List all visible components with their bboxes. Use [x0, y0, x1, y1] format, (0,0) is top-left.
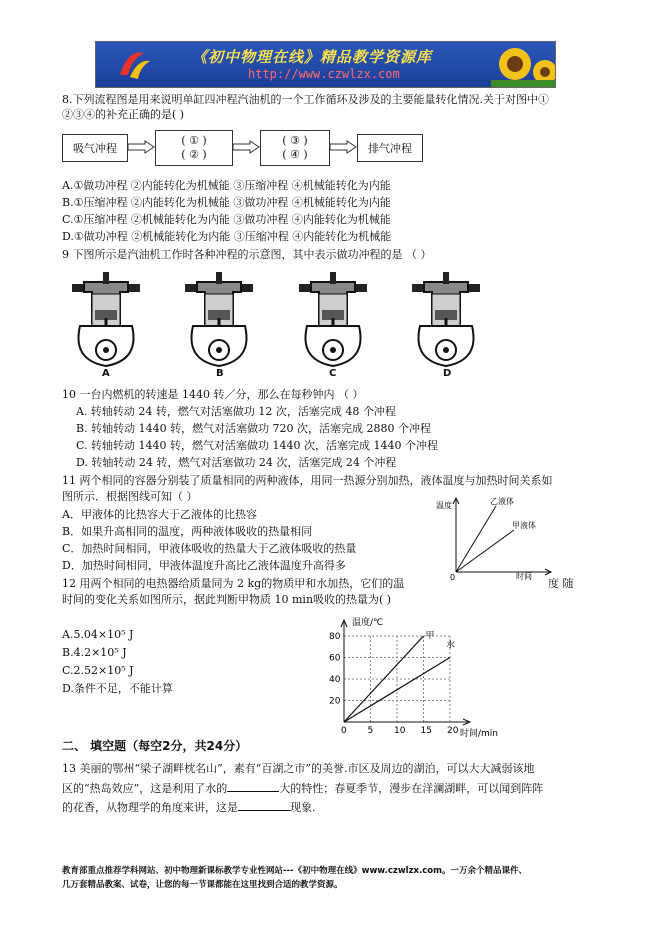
- engine-diagram-d: [412, 272, 480, 366]
- q12-stem-tail: 度 随: [548, 577, 574, 590]
- header-banner: [95, 41, 556, 88]
- y-tick-label: 80: [329, 632, 341, 642]
- q11-option-a: A．甲液体的比热容大于乙液体的比热容: [62, 508, 257, 521]
- x-tick-label: 0: [341, 726, 347, 736]
- engine-label-b: B: [216, 368, 224, 379]
- blank-field-1[interactable]: [227, 781, 279, 792]
- logo-icon: [114, 45, 154, 83]
- q12-option-c: C.2.52×10⁵ J: [62, 664, 134, 677]
- q11-stem-line1: 11 两个相同的容器分别装了质量相同的两种液体，用同一热源分别加热，液体温度与加热时间关系如: [62, 474, 553, 487]
- q8-stem-line2: ②③④的补充正确的是( ): [62, 108, 185, 121]
- q12-stem-line2: 时间的变化关系如图所示，据此判断甲物质 10 min吸收的热量为( ): [62, 593, 392, 606]
- q12-option-d: D.条件不足，不能计算: [62, 682, 173, 695]
- chart-grid: [344, 636, 450, 722]
- q13-line2-part2: 大的特性；春夏季节，漫步在洋澜湖畔，可以闻到阵阵: [279, 782, 544, 795]
- flow-box-exhaust: 排气冲程: [357, 134, 423, 162]
- q11-line-label-2: 甲液体: [512, 521, 536, 530]
- q13-line2-part1: 区的“热岛效应”，这是利用了水的: [62, 782, 228, 795]
- engine-diagram-b: [185, 272, 253, 366]
- engine-diagram-c: [299, 272, 367, 366]
- flow-box-3-4: ( ③ ) ( ④ ): [260, 130, 330, 166]
- engine-label-c: C: [329, 368, 337, 379]
- y-tick-label: 40: [329, 675, 341, 685]
- q13-line2: [62, 781, 543, 796]
- engine-diagram-a: [72, 272, 140, 366]
- q10-option-c: C. 转轴转动 1440 转，燃气对活塞做功 1440 次，活塞完成 1440 个冲程: [76, 439, 438, 452]
- series-label-water: 水: [446, 640, 456, 651]
- flow-arrow-icon: [232, 140, 260, 154]
- series-label-jia: 甲: [425, 631, 435, 641]
- q9-stem: 9 下图所示是汽油机工作时各种冲程的示意图，其中表示做功冲程的是 （ ）: [62, 248, 432, 261]
- q11-option-c: C．加热时间相同，甲液体吸收的热量大于乙液体吸收的热量: [62, 542, 357, 555]
- blank-field-2[interactable]: [238, 800, 290, 811]
- q13-line1: 13 美丽的鄂州“梁子湖畔枕名山”，素有“百湖之市”的美誉.市区及周边的湖泊，可以大大减弱该地: [62, 762, 535, 775]
- q11-line-label-1: 乙液体: [490, 497, 514, 506]
- q8-option-a: A.①做功冲程 ②内能转化为机械能 ③压缩冲程 ④机械能转化为内能: [62, 179, 391, 192]
- footer-line1: 教育部重点推荐学科网站、初中物理新课标教学专业性网站---《初中物理在线》www.czwlzx.com。一万余个精品课件、: [62, 866, 527, 876]
- q11-xlabel: 时间: [516, 572, 532, 581]
- chart-xlabel: 时间/min: [460, 729, 499, 739]
- x-tick-label: 20: [447, 726, 459, 736]
- q11-graph: [430, 492, 560, 584]
- flow-box-1-2: ( ① ) ( ② ): [155, 130, 233, 166]
- q13-line3-part1: 的花香，从物理学的角度来讲，这是: [62, 801, 238, 814]
- q11-ylabel: 温度: [436, 501, 452, 510]
- q8-option-b: B.①压缩冲程 ②内能转化为机械能 ③做功冲程 ④机械能转化为内能: [62, 196, 391, 209]
- banner-title: 《初中物理在线》精品教学资源库: [192, 48, 433, 66]
- q13-line3-part2: 现象.: [290, 801, 316, 814]
- section-heading: 二、 填空题（每空2分，共24分）: [62, 739, 248, 753]
- x-tick-label: 10: [394, 726, 406, 736]
- q11-origin: 0: [450, 573, 456, 582]
- flow-arrow-icon: [127, 140, 155, 154]
- q10-option-a: A. 转轴转动 24 转，燃气对活塞做功 12 次，活塞完成 48 个冲程: [76, 405, 396, 418]
- banner-url[interactable]: http://www.czwlzx.com: [248, 67, 400, 81]
- q12-chart: [322, 614, 502, 740]
- q8-stem-line1: 8.下列流程图是用来说明单缸四冲程汽油机的一个工作循环及涉及的主要能量转化情况.关于对图中①: [62, 93, 549, 106]
- q10-stem: 10 一台内燃机的转速是 1440 转／分，那么在每秒钟内 （ ）: [62, 388, 364, 401]
- series-line-1: [344, 636, 424, 722]
- q11-stem-line2: 图所示．根据图线可知（ ）: [62, 490, 198, 503]
- x-tick-label: 15: [420, 726, 432, 736]
- flow-arrow-icon: [329, 140, 357, 154]
- footer-line2: 几万套精品教案、试卷，让您的每一节课都能在这里找到合适的教学资源。: [62, 880, 343, 890]
- sunflower-icon: [491, 42, 555, 87]
- chart-ylabel: 温度/℃: [352, 618, 384, 628]
- q11-option-d: D．加热时间相同，甲液体温度升高比乙液体温度升高得多: [62, 559, 346, 572]
- y-tick-label: 60: [329, 653, 341, 664]
- q12-option-b: B.4.2×10⁵ J: [62, 646, 127, 659]
- q10-option-d: D. 转轴转动 24 转，燃气对活塞做功 24 次，活塞完成 24 个冲程: [76, 456, 397, 469]
- q12-stem-line1: 12 用两个相同的电热器给质量同为 2 kg的物质甲和水加热，它们的温: [62, 577, 405, 590]
- q10-option-b: B. 转轴转动 1440 转，燃气对活塞做功 720 次，活塞完成 2880 个冲程: [76, 422, 432, 435]
- x-tick-label: 5: [367, 726, 374, 736]
- engine-label-a: A: [102, 368, 110, 379]
- flow-box-intake: 吸气冲程: [62, 134, 128, 162]
- q8-option-c: C.①压缩冲程 ②机械能转化为内能 ③做功冲程 ④内能转化为机械能: [62, 213, 391, 226]
- q12-option-a: A.5.04×10⁵ J: [62, 628, 134, 641]
- q13-line3: [62, 800, 316, 815]
- y-tick-label: 20: [329, 696, 341, 707]
- q11-option-b: B．如果升高相同的温度，两种液体吸收的热量相同: [62, 525, 313, 538]
- q8-option-d: D.①做功冲程 ②机械能转化为内能 ③压缩冲程 ④内能转化为机械能: [62, 230, 392, 243]
- engine-label-d: D: [443, 368, 452, 379]
- engine-diagrams: [70, 270, 600, 382]
